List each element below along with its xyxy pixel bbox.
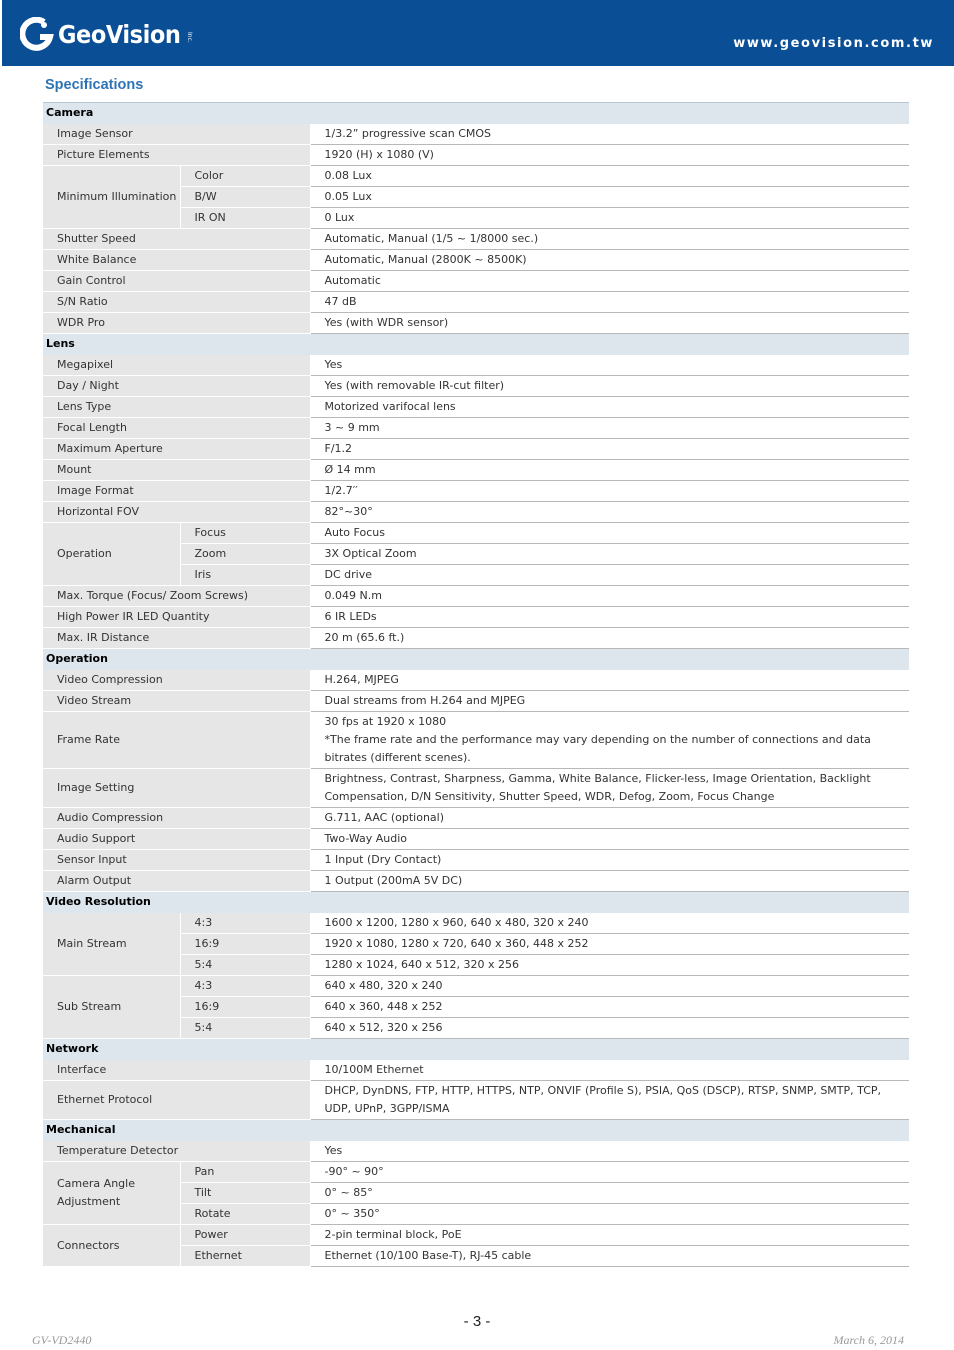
spec-value: 1 Output (200mA 5V DC) (310, 871, 909, 892)
spec-row (43, 1225, 909, 1246)
spec-label: Sub Stream (43, 976, 180, 1039)
spec-label: Image Format (43, 481, 310, 502)
spec-value-line: Compensation, D/N Sensitivity, Shutter Speed, WDR, Defog, Zoom, Focus Change (324, 790, 775, 803)
spec-label: Connectors (43, 1225, 180, 1267)
spec-row (43, 808, 909, 829)
spec-row (43, 691, 909, 712)
spec-value: Dual streams from H.264 and MJPEG (310, 691, 909, 712)
spec-row (43, 502, 909, 523)
spec-sublabel: 4:3 (180, 913, 310, 934)
spec-label: Lens Type (43, 397, 310, 418)
spec-value: 3 ~ 9 mm (310, 418, 909, 439)
spec-row (43, 1162, 909, 1183)
spec-label: Image Sensor (43, 124, 310, 145)
spec-value: Automatic, Manual (2800K ~ 8500K) (310, 250, 909, 271)
spec-label: Video Compression (43, 670, 310, 691)
spec-sublabel: Color (180, 166, 310, 187)
spec-sublabel: Iris (180, 565, 310, 586)
spec-label: Temperature Detector (43, 1141, 310, 1162)
spec-row (43, 913, 909, 934)
section-header (43, 649, 909, 670)
spec-value: 3X Optical Zoom (310, 544, 909, 565)
spec-value: Ø 14 mm (310, 460, 909, 481)
spec-row (43, 1081, 909, 1120)
spec-value: 0° ~ 350° (310, 1204, 909, 1225)
spec-row (43, 166, 909, 187)
section-title: Video Resolution (43, 892, 909, 913)
spec-row (43, 829, 909, 850)
spec-row (43, 292, 909, 313)
spec-value: 640 x 360, 448 x 252 (310, 997, 909, 1018)
spec-value: Two-Way Audio (310, 829, 909, 850)
spec-value: G.711, AAC (optional) (310, 808, 909, 829)
page-header (2, 0, 954, 66)
spec-sublabel: B/W (180, 187, 310, 208)
spec-row (43, 712, 909, 769)
spec-label: Day / Night (43, 376, 310, 397)
spec-row (43, 271, 909, 292)
brand-name: GeoVision (58, 19, 181, 49)
spec-value: 0.05 Lux (310, 187, 909, 208)
spec-label: Sensor Input (43, 850, 310, 871)
spec-value: Ethernet (10/100 Base-T), RJ-45 cable (310, 1246, 909, 1267)
spec-row (43, 124, 909, 145)
spec-sublabel: Tilt (180, 1183, 310, 1204)
spec-row (43, 1141, 909, 1162)
spec-label: Maximum Aperture (43, 439, 310, 460)
spec-value: DC drive (310, 565, 909, 586)
spec-value: 0° ~ 85° (310, 1183, 909, 1204)
spec-row (43, 460, 909, 481)
spec-value: Motorized varifocal lens (310, 397, 909, 418)
spec-label: Max. Torque (Focus/ Zoom Screws) (43, 586, 310, 607)
spec-value-line: UDP, UPnP, 3GPP/ISMA (324, 1102, 450, 1115)
spec-sublabel: Ethernet (180, 1246, 310, 1267)
spec-value: H.264, MJPEG (310, 670, 909, 691)
spec-sublabel: 5:4 (180, 955, 310, 976)
spec-row (43, 418, 909, 439)
spec-value: 10/100M Ethernet (310, 1060, 909, 1081)
spec-row (43, 628, 909, 649)
section-title: Camera (43, 103, 909, 124)
spec-sublabel: Zoom (180, 544, 310, 565)
spec-label: Camera Angle Adjustment (43, 1162, 180, 1225)
specifications-table (43, 102, 909, 1267)
geovision-logo-icon (20, 17, 54, 51)
spec-label: S/N Ratio (43, 292, 310, 313)
page-number: - 3 - (463, 1313, 491, 1330)
spec-label: Mount (43, 460, 310, 481)
section-header (43, 1039, 909, 1060)
spec-value (310, 712, 909, 769)
spec-row (43, 376, 909, 397)
spec-sublabel: 5:4 (180, 1018, 310, 1039)
spec-value: 0.08 Lux (310, 166, 909, 187)
spec-label: Megapixel (43, 355, 310, 376)
spec-value-line: *The frame rate and the performance may vary depending on the number of connections and data (324, 733, 871, 746)
spec-label: Max. IR Distance (43, 628, 310, 649)
spec-row (43, 229, 909, 250)
spec-label: WDR Pro (43, 313, 310, 334)
spec-value: 6 IR LEDs (310, 607, 909, 628)
website-link[interactable]: www.geovision.com.tw (733, 36, 934, 51)
section-title: Lens (43, 334, 909, 355)
spec-label: Ethernet Protocol (43, 1081, 310, 1120)
spec-value: 0.049 N.m (310, 586, 909, 607)
spec-sublabel: 16:9 (180, 934, 310, 955)
spec-value: Yes (310, 1141, 909, 1162)
spec-row (43, 586, 909, 607)
spec-value-line: Brightness, Contrast, Sharpness, Gamma, White Balance, Flicker-less, Image Orientation, Backlight (324, 772, 871, 785)
spec-value: 1920 x 1080, 1280 x 720, 640 x 360, 448 x 252 (310, 934, 909, 955)
spec-value: 1 Input (Dry Contact) (310, 850, 909, 871)
spec-row (43, 769, 909, 808)
spec-value: 2-pin terminal block, PoE (310, 1225, 909, 1246)
spec-label: Image Setting (43, 769, 310, 808)
spec-row (43, 250, 909, 271)
spec-value: Auto Focus (310, 523, 909, 544)
spec-value: Automatic, Manual (1/5 ~ 1/8000 sec.) (310, 229, 909, 250)
spec-label: White Balance (43, 250, 310, 271)
spec-value (310, 769, 909, 808)
spec-value: Automatic (310, 271, 909, 292)
section-header (43, 103, 909, 124)
section-title: Operation (43, 649, 909, 670)
spec-value-line: DHCP, DynDNS, FTP, HTTP, HTTPS, NTP, ONVIF (Profile S), PSIA, QoS (DSCP), RTSP, SNMP, SMTP, TCP, (324, 1084, 882, 1097)
spec-value: 1/2.7′′ (310, 481, 909, 502)
spec-sublabel: 16:9 (180, 997, 310, 1018)
section-header (43, 892, 909, 913)
spec-value-line: 30 fps at 1920 x 1080 (324, 715, 447, 728)
footer-date: March 6, 2014 (833, 1333, 904, 1347)
spec-sublabel: Power (180, 1225, 310, 1246)
spec-value: 47 dB (310, 292, 909, 313)
spec-label: Main Stream (43, 913, 180, 976)
spec-value: 20 m (65.6 ft.) (310, 628, 909, 649)
spec-value-line: bitrates (different scenes). (324, 751, 471, 764)
spec-value: Yes (with removable IR-cut filter) (310, 376, 909, 397)
geovision-logo (20, 12, 193, 56)
spec-label: Shutter Speed (43, 229, 310, 250)
spec-row (43, 871, 909, 892)
spec-row (43, 355, 909, 376)
spec-row (43, 523, 909, 544)
spec-value: 82°~30° (310, 502, 909, 523)
spec-row (43, 607, 909, 628)
section-header (43, 1120, 909, 1141)
spec-sublabel: 4:3 (180, 976, 310, 997)
section-header (43, 334, 909, 355)
spec-value (310, 1081, 909, 1120)
spec-value: 1/3.2” progressive scan CMOS (310, 124, 909, 145)
spec-value: 1600 x 1200, 1280 x 960, 640 x 480, 320 x 240 (310, 913, 909, 934)
spec-sublabel: Rotate (180, 1204, 310, 1225)
spec-row (43, 1060, 909, 1081)
brand-suffix: Inc. (186, 31, 194, 43)
spec-row (43, 397, 909, 418)
spec-row (43, 145, 909, 166)
page-title: Specifications (45, 77, 144, 93)
spec-value: 1280 x 1024, 640 x 512, 320 x 256 (310, 955, 909, 976)
spec-value: 640 x 512, 320 x 256 (310, 1018, 909, 1039)
spec-value: -90° ~ 90° (310, 1162, 909, 1183)
spec-row (43, 481, 909, 502)
spec-row (43, 313, 909, 334)
spec-label: Minimum Illumination (43, 166, 180, 229)
spec-sublabel: Pan (180, 1162, 310, 1183)
spec-value: 1920 (H) x 1080 (V) (310, 145, 909, 166)
spec-label: Audio Compression (43, 808, 310, 829)
section-title: Network (43, 1039, 909, 1060)
spec-label: Alarm Output (43, 871, 310, 892)
spec-label: Frame Rate (43, 712, 310, 769)
spec-label: Focal Length (43, 418, 310, 439)
spec-label: Operation (43, 523, 180, 586)
spec-label: Video Stream (43, 691, 310, 712)
spec-value: 640 x 480, 320 x 240 (310, 976, 909, 997)
spec-label: Gain Control (43, 271, 310, 292)
spec-label: Interface (43, 1060, 310, 1081)
spec-sublabel: Focus (180, 523, 310, 544)
spec-sublabel: IR ON (180, 208, 310, 229)
spec-label: Picture Elements (43, 145, 310, 166)
section-title: Mechanical (43, 1120, 909, 1141)
footer-model: GV-VD2440 (32, 1333, 92, 1347)
spec-value: F/1.2 (310, 439, 909, 460)
spec-value: 0 Lux (310, 208, 909, 229)
spec-row (43, 670, 909, 691)
spec-label: High Power IR LED Quantity (43, 607, 310, 628)
spec-value: Yes (310, 355, 909, 376)
spec-label: Audio Support (43, 829, 310, 850)
spec-row (43, 439, 909, 460)
spec-label: Horizontal FOV (43, 502, 310, 523)
spec-row (43, 976, 909, 997)
spec-value: Yes (with WDR sensor) (310, 313, 909, 334)
spec-row (43, 850, 909, 871)
